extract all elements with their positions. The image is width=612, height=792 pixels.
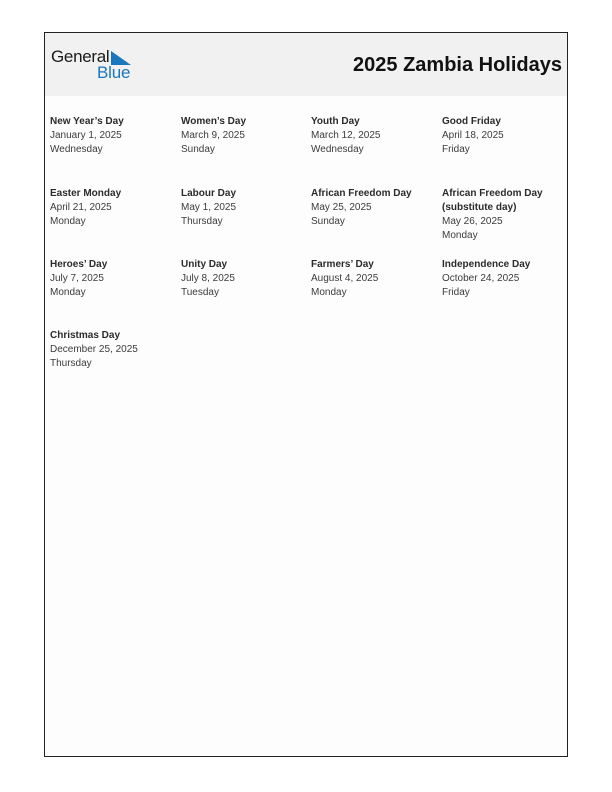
holiday-entry [181,115,309,157]
holiday-date: October 24, 2025 [442,273,520,284]
generalblue-logo [51,47,141,83]
holiday-entry [50,115,178,157]
holiday-date: March 9, 2025 [181,130,245,141]
calendar-page [44,32,568,757]
holiday-entry [442,258,570,300]
holiday-name: Labour Day [181,188,237,199]
holiday-weekday: Friday [442,144,470,155]
holiday-weekday: Monday [442,230,478,241]
holiday-weekday: Monday [311,287,347,298]
holiday-name: Youth Day [311,116,360,127]
holiday-weekday: Tuesday [181,287,219,298]
holiday-name: Easter Monday [50,188,122,199]
holiday-date: December 25, 2025 [50,344,138,355]
holiday-weekday: Monday [50,287,86,298]
holiday-weekday: Sunday [311,216,345,227]
page-title: 2025 Zambia Holidays [353,54,562,76]
holiday-name: African Freedom Day [311,188,412,199]
holiday-weekday: Wednesday [311,144,364,155]
holiday-name: African Freedom Day (substitute day) [442,188,543,213]
holiday-name: Farmers’ Day [311,259,374,270]
holiday-date: January 1, 2025 [50,130,122,141]
holiday-name: Christmas Day [50,330,121,341]
holiday-weekday: Thursday [181,216,223,227]
holiday-entry [311,115,439,157]
holiday-entry [442,187,560,243]
holiday-name: New Year’s Day [50,116,124,127]
holiday-date: August 4, 2025 [311,273,379,284]
holiday-entry [181,258,309,300]
holiday-entry [50,329,178,371]
holiday-weekday: Sunday [181,144,215,155]
holiday-date: May 25, 2025 [311,202,372,213]
holiday-name: Independence Day [442,259,531,270]
holiday-weekday: Monday [50,216,86,227]
holiday-entry [442,115,570,157]
logo-text-blue: Blue [97,63,131,82]
page-header [45,33,567,96]
holiday-entry [311,258,439,300]
holiday-entry [50,187,178,229]
holiday-weekday: Thursday [50,358,92,369]
holiday-entry [50,258,178,300]
holiday-date: April 21, 2025 [50,202,112,213]
holiday-date: July 7, 2025 [50,273,104,284]
holiday-name: Heroes’ Day [50,259,108,270]
holiday-date: May 1, 2025 [181,202,237,213]
holiday-name: Unity Day [181,259,228,270]
holiday-entry [181,187,309,229]
holiday-date: March 12, 2025 [311,130,381,141]
holiday-name: Women’s Day [181,116,247,127]
holiday-entry [311,187,439,229]
holiday-weekday: Wednesday [50,144,103,155]
holiday-date: July 8, 2025 [181,273,235,284]
holiday-name: Good Friday [442,116,501,127]
holiday-date: May 26, 2025 [442,216,503,227]
holiday-weekday: Friday [442,287,470,298]
holiday-date: April 18, 2025 [442,130,504,141]
logo-text-general: General [51,47,110,66]
